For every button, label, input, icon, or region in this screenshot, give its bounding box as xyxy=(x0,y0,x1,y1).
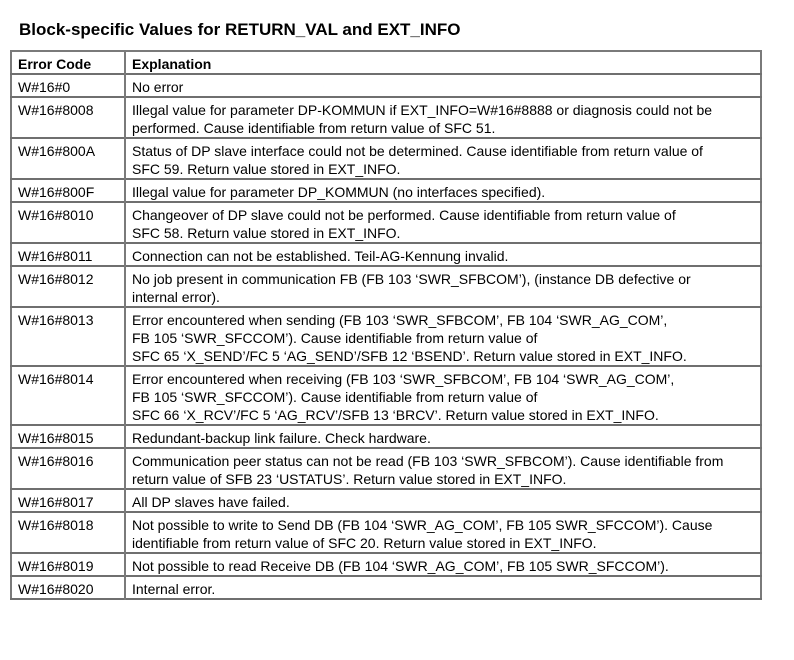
explanation-cell xyxy=(125,266,761,307)
table-row xyxy=(11,489,761,512)
explanation-line: Redundant-backup link failure. Check hardware. xyxy=(132,430,431,446)
header-explanation: Explanation xyxy=(125,51,761,74)
error-code-cell: W#16#8020 xyxy=(11,576,125,599)
error-code-cell: W#16#8011 xyxy=(11,243,125,266)
table-row xyxy=(11,553,761,576)
table-row xyxy=(11,243,761,266)
explanation-line: Changeover of DP slave could not be performed. Cause identifiable from return value of xyxy=(132,207,676,223)
table-row xyxy=(11,179,761,202)
table-row xyxy=(11,576,761,599)
error-code-cell: W#16#8012 xyxy=(11,266,125,307)
explanation-line: Not possible to write to Send DB (FB 104 ‘SWR_AG_COM’, FB 105 SWR_SFCCOM’). Cause xyxy=(132,517,713,533)
explanation-line: Not possible to read Receive DB (FB 104 ‘SWR_AG_COM’, FB 105 SWR_SFCCOM’). xyxy=(132,558,669,574)
error-code-cell: W#16#0 xyxy=(11,74,125,97)
explanation-line: return value of SFB 23 ‘USTATUS’. Return value stored in EXT_INFO. xyxy=(132,471,567,487)
explanation-cell xyxy=(125,425,761,448)
table-row xyxy=(11,425,761,448)
table-row xyxy=(11,512,761,553)
table-row xyxy=(11,366,761,425)
explanation-line: All DP slaves have failed. xyxy=(132,494,290,510)
explanation-line: No error xyxy=(132,79,184,95)
explanation-cell xyxy=(125,97,761,138)
explanation-cell xyxy=(125,243,761,266)
table-row xyxy=(11,307,761,366)
explanation-cell xyxy=(125,489,761,512)
explanation-line: Status of DP slave interface could not be determined. Cause identifiable from return value of xyxy=(132,143,703,159)
error-code-cell: W#16#8016 xyxy=(11,448,125,489)
error-code-cell: W#16#8019 xyxy=(11,553,125,576)
explanation-line: Illegal value for parameter DP-KOMMUN if EXT_INFO=W#16#8888 or diagnosis could not be xyxy=(132,102,713,118)
error-code-cell: W#16#800A xyxy=(11,138,125,179)
error-code-cell: W#16#8013 xyxy=(11,307,125,366)
explanation-line: SFC 66 ‘X_RCV’/FC 5 ‘AG_RCV’/SFB 13 ‘BRCV’. Return value stored in EXT_INFO. xyxy=(132,407,659,423)
explanation-line: SFC 58. Return value stored in EXT_INFO. xyxy=(132,225,401,241)
error-code-table xyxy=(10,50,762,600)
error-code-cell: W#16#8017 xyxy=(11,489,125,512)
table-row xyxy=(11,97,761,138)
explanation-line: FB 105 ‘SWR_SFCCOM’). Cause identifiable from return value of xyxy=(132,389,538,405)
explanation-cell xyxy=(125,138,761,179)
explanation-cell xyxy=(125,512,761,553)
explanation-cell xyxy=(125,366,761,425)
table-row xyxy=(11,266,761,307)
explanation-line: identifiable from return value of SFC 20. Return value stored in EXT_INFO. xyxy=(132,535,597,551)
error-code-cell: W#16#8014 xyxy=(11,366,125,425)
explanation-line: Internal error. xyxy=(132,581,216,597)
explanation-line: SFC 59. Return value stored in EXT_INFO. xyxy=(132,161,401,177)
table-row xyxy=(11,74,761,97)
table-row xyxy=(11,138,761,179)
table-header-row xyxy=(11,51,761,74)
explanation-cell xyxy=(125,74,761,97)
explanation-line: Error encountered when sending (FB 103 ‘SWR_SFBCOM’, FB 104 ‘SWR_AG_COM’, xyxy=(132,312,668,328)
explanation-cell xyxy=(125,553,761,576)
explanation-line: Communication peer status can not be read (FB 103 ‘SWR_SFBCOM’). Cause identifiable from xyxy=(132,453,724,469)
error-code-cell: W#16#8015 xyxy=(11,425,125,448)
explanation-line: Illegal value for parameter DP_KOMMUN (no interfaces specified). xyxy=(132,184,546,200)
explanation-cell xyxy=(125,202,761,243)
explanation-cell xyxy=(125,448,761,489)
page-title: Block-specific Values for RETURN_VAL and EXT_INFO xyxy=(19,20,461,39)
explanation-line: Connection can not be established. Teil-AG-Kennung invalid. xyxy=(132,248,509,264)
explanation-line: No job present in communication FB (FB 103 ‘SWR_SFBCOM’), (instance DB defective or xyxy=(132,271,691,287)
explanation-line: SFC 65 ‘X_SEND’/FC 5 ‘AG_SEND’/SFB 12 ‘BSEND’. Return value stored in EXT_INFO. xyxy=(132,348,687,364)
error-code-cell: W#16#8010 xyxy=(11,202,125,243)
table-row xyxy=(11,448,761,489)
explanation-line: FB 105 ‘SWR_SFCCOM’). Cause identifiable from return value of xyxy=(132,330,538,346)
error-code-cell: W#16#800F xyxy=(11,179,125,202)
error-code-cell: W#16#8018 xyxy=(11,512,125,553)
error-code-cell: W#16#8008 xyxy=(11,97,125,138)
table-row xyxy=(11,202,761,243)
explanation-cell xyxy=(125,307,761,366)
explanation-line: Error encountered when receiving (FB 103 ‘SWR_SFBCOM’, FB 104 ‘SWR_AG_COM’, xyxy=(132,371,675,387)
header-error-code: Error Code xyxy=(11,51,125,74)
explanation-line: performed. Cause identifiable from return value of SFC 51. xyxy=(132,120,496,136)
explanation-line: internal error). xyxy=(132,289,220,305)
explanation-cell xyxy=(125,179,761,202)
explanation-cell xyxy=(125,576,761,599)
